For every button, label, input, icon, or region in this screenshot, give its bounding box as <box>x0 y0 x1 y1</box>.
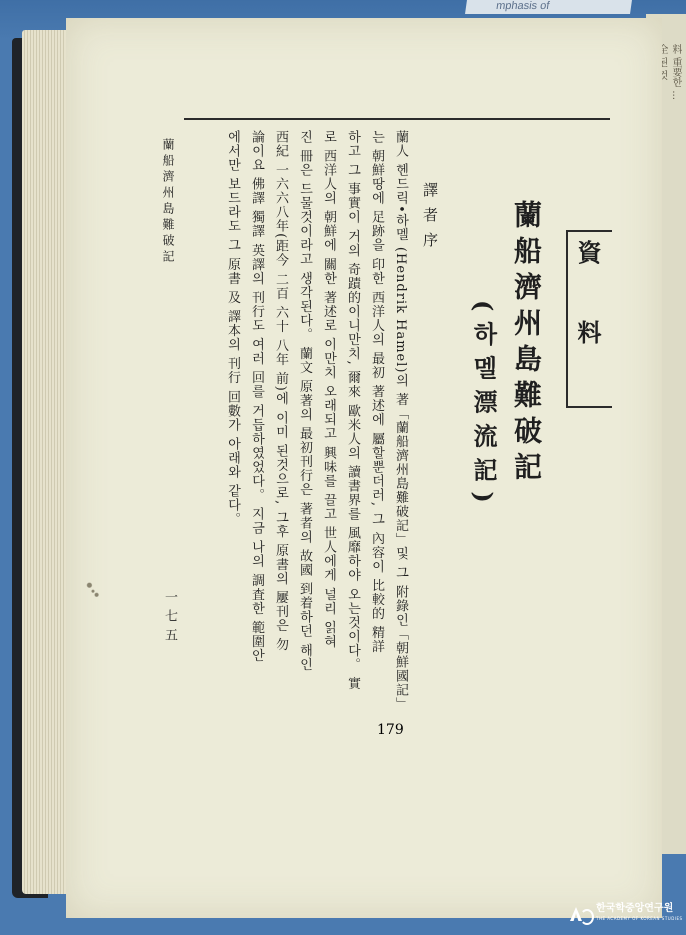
article-title: 蘭船濟州島難破記 <box>510 200 543 488</box>
logo-text <box>596 904 683 924</box>
body-column: 로 西洋人의 朝鮮에 關한 著述로 이만치 오래되고 興味를 끌고 世人에게 널리 읽혀 <box>321 130 336 649</box>
preface-heading: 譯者序 <box>421 182 439 257</box>
aks-logo-icon <box>568 905 592 923</box>
body-column: 는 朝鮮땅에 足跡을 印한 西洋人의 最初 著述에 屬할뿐더러, 그 內容이 比較的 精詳 <box>369 130 384 654</box>
body-column: 진 冊은 드물것이라고 생각된다。 蘭文 原著의 最初刊行은 著者의 故國 到着하던 해인 <box>297 130 312 672</box>
background-paper-strip: mphasis of <box>465 0 632 14</box>
section-label: 資料 <box>573 240 602 400</box>
page-number-kanji: 一七五 <box>162 590 177 647</box>
logo-korean: 한국학중앙연구원 <box>596 903 674 914</box>
page-number: 179 <box>377 722 404 738</box>
body-column: 하고 그 事實이 거의 奇蹟的이니만치, 爾來 歐米人의 讀書界를 風靡하야 오는것이다。 實 <box>345 130 360 691</box>
paper-speck <box>84 578 102 602</box>
article-subtitle: (하멜漂流記) <box>469 300 498 513</box>
top-rule <box>184 118 610 120</box>
next-page-text: 料 重要한 ... <box>670 44 681 100</box>
page-edges <box>22 30 70 894</box>
body-column: 에서만 보드라도 그 原書 及 譯本의 刊行 回數가 아래와 같다。 <box>225 130 240 527</box>
body-column: 蘭人 헨드릭•하멜 (Hendrik Hamel)의 著「蘭船濟州島難破記」및 그 附錄인「朝鮮國記」 <box>393 130 408 711</box>
institution-logo <box>568 904 683 924</box>
logo-english: THE ACADEMY OF KOREAN STUDIES <box>596 916 683 921</box>
book-page <box>66 18 662 918</box>
body-column: 西紀 一六六八年(距今 二百 六十 八年 前)에 이미 된것으로, 그후 原書의 屢刊은 勿 <box>273 130 288 652</box>
body-column: 論이요 佛譯 獨譯 英譯의 刊行도 여러 回를 거듭하였었다。 지금 나의 調査한 範圍안 <box>249 130 264 663</box>
running-head: 蘭船濟州島難破記 <box>161 138 175 266</box>
